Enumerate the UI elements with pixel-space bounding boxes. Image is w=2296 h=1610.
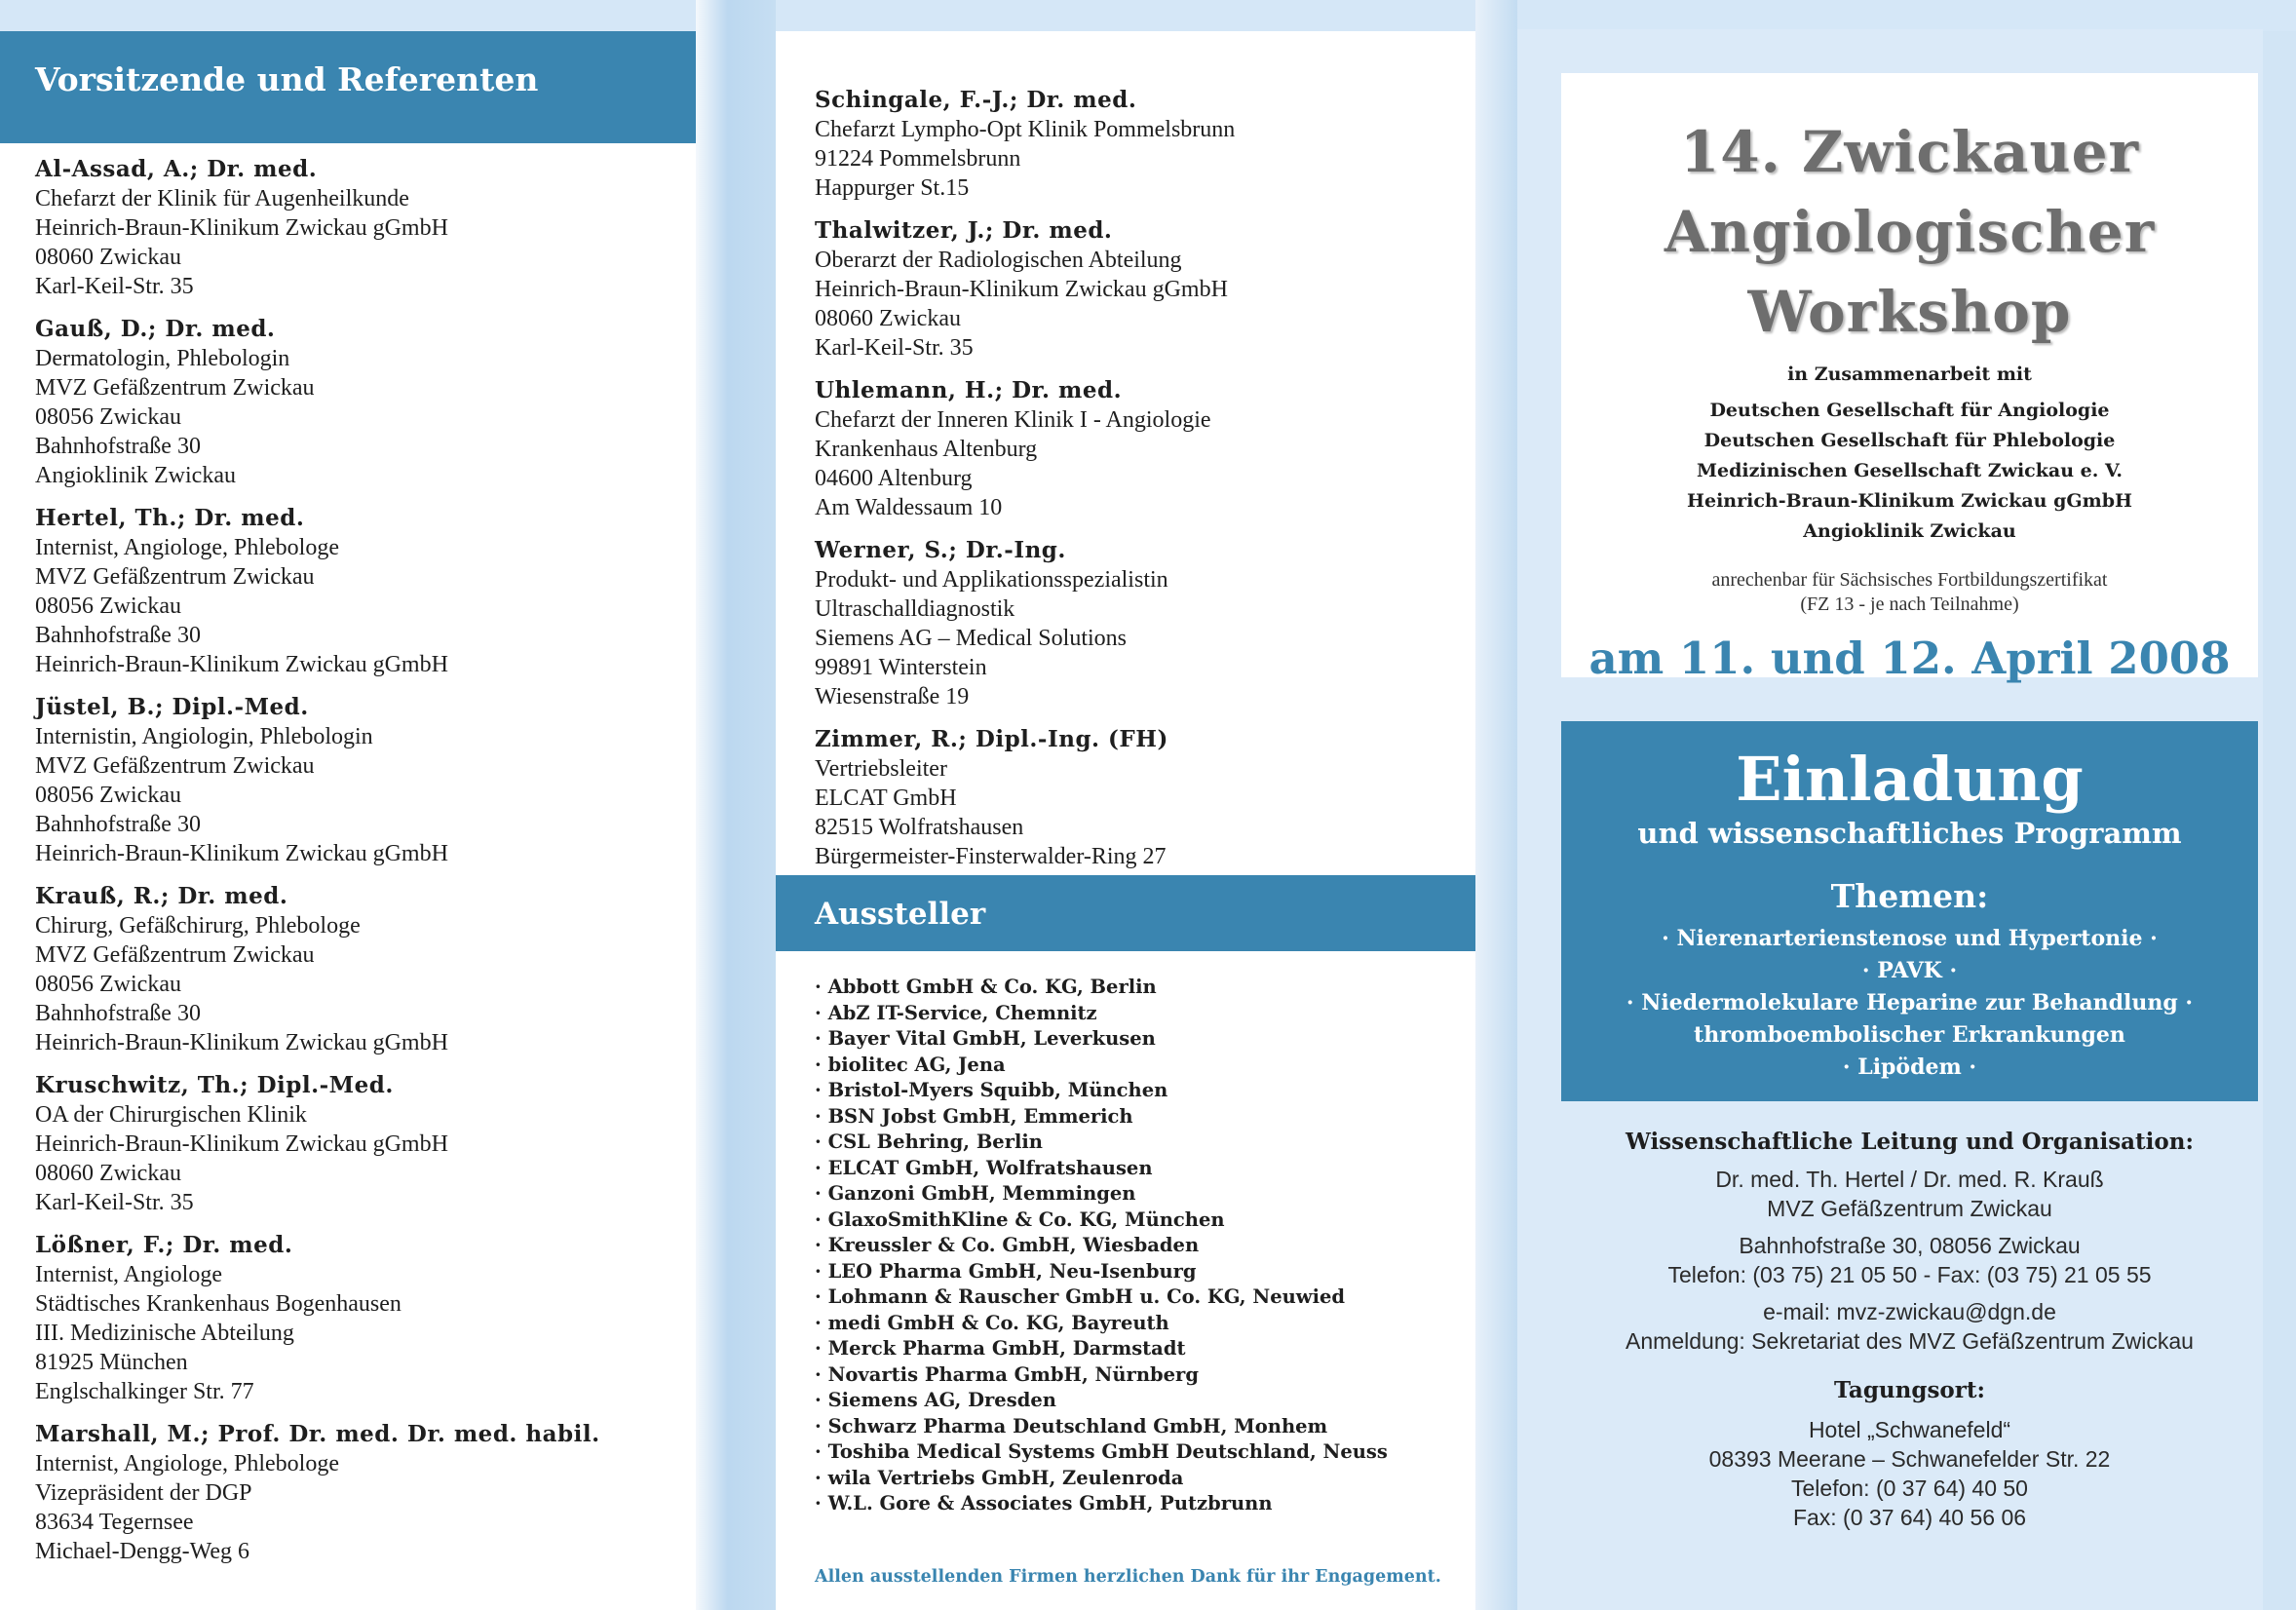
partner-item: Deutschen Gesellschaft für Phlebologie bbox=[1703, 430, 2116, 451]
speaker-detail-line: Chefarzt Lympho-Opt Klinik Pommelsbrunn bbox=[815, 117, 1236, 142]
exhibitor-item: · Toshiba Medical Systems GmbH Deutschland, Neuss bbox=[815, 1440, 1388, 1463]
speaker-detail-line: Heinrich-Braun-Klinikum Zwickau gGmbH bbox=[815, 277, 1228, 302]
title-line: 14. Zwickauer bbox=[1679, 119, 2140, 185]
organisation-line: Anmeldung: Sekretariat des MVZ Gefäßzentrum Zwickau bbox=[1626, 1328, 2194, 1354]
speaker-detail-line: Bahnhofstraße 30 bbox=[35, 434, 201, 459]
exhibitor-item: · ELCAT GmbH, Wolfratshausen bbox=[815, 1156, 1153, 1179]
speaker-detail-line: Englschalkinger Str. 77 bbox=[35, 1379, 254, 1404]
exhibitor-item: · GlaxoSmithKline & Co. KG, München bbox=[815, 1208, 1225, 1231]
speaker-detail-line: 82515 Wolfratshausen bbox=[815, 815, 1024, 840]
exhibitors-list bbox=[815, 975, 1388, 1517]
speaker-entry bbox=[35, 1231, 696, 1406]
exhibitor-item: · LEO Pharma GmbH, Neu-Isenburg bbox=[815, 1259, 1197, 1283]
speaker-detail-line: ELCAT GmbH bbox=[815, 786, 957, 811]
venue-line: 08393 Meerane – Schwanefelder Str. 22 bbox=[1708, 1446, 2111, 1472]
speakers-list-continued bbox=[776, 31, 1475, 871]
speaker-detail-line: Heinrich-Braun-Klinikum Zwickau gGmbH bbox=[35, 841, 448, 866]
partner-item: Angioklinik Zwickau bbox=[1803, 520, 2016, 542]
speaker-entry bbox=[35, 882, 696, 1057]
speakers-heading: Vorsitzende und Referenten bbox=[0, 31, 696, 143]
speaker-detail-line: Vertriebsleiter bbox=[815, 756, 947, 782]
exhibitor-item: · Abbott GmbH & Co. KG, Berlin bbox=[815, 976, 1157, 998]
credit-line: (FZ 13 - je nach Teilnahme) bbox=[1800, 594, 2019, 615]
exhibitor-item: · Merck Pharma GmbH, Darmstadt bbox=[815, 1337, 1186, 1360]
speaker-detail-line: Bürgermeister-Finsterwalder-Ring 27 bbox=[815, 844, 1167, 869]
speaker-detail-line: Internistin, Angiologin, Phlebologin bbox=[35, 724, 373, 749]
speaker-detail-line: Internist, Angiologe bbox=[35, 1262, 222, 1287]
venue-heading: Tagungsort: bbox=[1834, 1377, 1985, 1403]
speaker-detail-line: Produkt- und Applikationsspezialistin bbox=[815, 567, 1168, 593]
title-line: Angiologischer bbox=[1664, 199, 2156, 265]
speaker-name: Marshall, M.; Prof. Dr. med. Dr. med. habil. bbox=[35, 1421, 600, 1447]
cooperation-intro: in Zusammenarbeit mit bbox=[1787, 364, 2032, 385]
theme-item: · Lipödem · bbox=[1842, 1054, 1977, 1080]
exhibitor-item: · Ganzoni GmbH, Memmingen bbox=[815, 1182, 1136, 1205]
exhibitors-heading: Aussteller bbox=[776, 875, 1475, 951]
speaker-name: Uhlemann, H.; Dr. med. bbox=[815, 377, 1123, 403]
cover-panel bbox=[1517, 29, 2263, 1610]
speaker-detail-line: Angioklinik Zwickau bbox=[35, 463, 236, 488]
speaker-entry bbox=[815, 725, 1475, 871]
speaker-detail-line: Vizepräsident der DGP bbox=[35, 1480, 252, 1506]
exhibitor-item: · W.L. Gore & Associates GmbH, Putzbrunn bbox=[815, 1492, 1273, 1514]
organisation-line: Dr. med. Th. Hertel / Dr. med. R. Krauß bbox=[1715, 1167, 2104, 1192]
speaker-detail-line: Bahnhofstraße 30 bbox=[35, 1001, 201, 1026]
speaker-detail-line: Chefarzt der Klinik für Augenheilkunde bbox=[35, 186, 409, 211]
speaker-detail-line: Chirurg, Gefäßchirurg, Phlebologe bbox=[35, 913, 361, 939]
speaker-entry bbox=[35, 315, 696, 490]
exhibitor-item: · Bayer Vital GmbH, Leverkusen bbox=[815, 1027, 1156, 1050]
exhibitor-item: · Bristol-Myers Squibb, München bbox=[815, 1079, 1168, 1101]
speaker-name: Gauß, D.; Dr. med. bbox=[35, 316, 276, 342]
partner-list bbox=[1561, 396, 2258, 547]
speaker-detail-line: Karl-Keil-Str. 35 bbox=[815, 335, 974, 361]
speaker-detail-line: Wiesenstraße 19 bbox=[815, 684, 970, 709]
partner-item: Deutschen Gesellschaft für Angiologie bbox=[1709, 400, 2110, 421]
speaker-detail-line: MVZ Gefäßzentrum Zwickau bbox=[35, 375, 315, 401]
speaker-detail-line: Internist, Angiologe, Phlebologe bbox=[35, 535, 339, 560]
speaker-detail-line: 91224 Pommelsbrunn bbox=[815, 146, 1021, 172]
venue-line: Telefon: (0 37 64) 40 50 bbox=[1791, 1476, 2028, 1501]
exhibitor-item: · medi GmbH & Co. KG, Bayreuth bbox=[815, 1311, 1169, 1334]
exhibitor-item: · Kreussler & Co. GmbH, Wiesbaden bbox=[815, 1234, 1200, 1256]
theme-item: thromboembolischer Erkrankungen bbox=[1694, 1022, 2125, 1048]
partner-item: Medizinischen Gesellschaft Zwickau e. V. bbox=[1696, 460, 2124, 481]
speaker-detail-line: Karl-Keil-Str. 35 bbox=[35, 274, 194, 299]
speaker-detail-line: Dermatologin, Phlebologin bbox=[35, 346, 290, 371]
event-date: am 11. und 12. April 2008 bbox=[1588, 632, 2231, 684]
speaker-detail-line: 08056 Zwickau bbox=[35, 972, 181, 997]
organisation-heading: Wissenschaftliche Leitung und Organisation: bbox=[1626, 1129, 2194, 1155]
speaker-name: Thalwitzer, J.; Dr. med. bbox=[815, 217, 1113, 244]
venue-line: Hotel „Schwanefeld“ bbox=[1808, 1417, 2011, 1442]
organisation-line: MVZ Gefäßzentrum Zwickau bbox=[1767, 1196, 2052, 1221]
speaker-name: Hertel, Th.; Dr. med. bbox=[35, 505, 305, 531]
theme-item: · Niedermolekulare Heparine zur Behandlung · bbox=[1626, 990, 2194, 1016]
speaker-detail-line: 08060 Zwickau bbox=[35, 1161, 181, 1186]
speakers-panel bbox=[0, 31, 696, 1610]
exhibitor-item: · Siemens AG, Dresden bbox=[815, 1389, 1056, 1411]
speaker-entry bbox=[35, 693, 696, 868]
speaker-detail-line: 08056 Zwickau bbox=[35, 404, 181, 430]
speaker-detail-line: Siemens AG – Medical Solutions bbox=[815, 626, 1127, 651]
exhibitors-thanks: Allen ausstellenden Firmen herzlichen Dank für ihr Engagement. bbox=[815, 1567, 1441, 1587]
speaker-entry bbox=[35, 1420, 696, 1566]
speaker-entry bbox=[815, 216, 1475, 363]
invitation-heading: Einladung bbox=[1736, 744, 2084, 815]
speaker-detail-line: MVZ Gefäßzentrum Zwickau bbox=[35, 564, 315, 590]
speaker-name: Werner, S.; Dr.-Ing. bbox=[815, 537, 1066, 563]
exhibitor-item: · Schwarz Pharma Deutschland GmbH, Monhem bbox=[815, 1414, 1328, 1438]
exhibitor-item: · Novartis Pharma GmbH, Nürnberg bbox=[815, 1362, 1199, 1386]
speaker-detail-line: 04600 Altenburg bbox=[815, 466, 973, 491]
workshop-title bbox=[1561, 112, 2258, 352]
invitation-box bbox=[1561, 721, 2258, 1101]
speaker-name: Zimmer, R.; Dipl.-Ing. (FH) bbox=[815, 726, 1168, 752]
speaker-detail-line: Städtisches Krankenhaus Bogenhausen bbox=[35, 1291, 402, 1317]
themes-list bbox=[1561, 923, 2258, 1084]
theme-item: · PAVK · bbox=[1861, 958, 1958, 983]
venue-line: Fax: (0 37 64) 40 56 06 bbox=[1792, 1505, 2027, 1530]
speakers-list bbox=[0, 143, 696, 1566]
speaker-detail-line: Michael-Dengg-Weg 6 bbox=[35, 1539, 249, 1564]
exhibitor-item: · AbZ IT-Service, Chemnitz bbox=[815, 1001, 1097, 1024]
credit-line: anrechenbar für Sächsisches Fortbildungszertifikat bbox=[1711, 569, 2108, 591]
speaker-entry bbox=[815, 376, 1475, 522]
speaker-detail-line: Krankenhaus Altenburg bbox=[815, 437, 1038, 462]
speaker-detail-line: Bahnhofstraße 30 bbox=[35, 623, 201, 648]
exhibitor-item: · Lohmann & Rauscher GmbH u. Co. KG, Neuwied bbox=[815, 1285, 1346, 1308]
top-margin bbox=[0, 0, 2296, 31]
themes-heading: Themen: bbox=[1830, 877, 1989, 915]
cooperation-block bbox=[1561, 360, 2258, 547]
fold-gutter-left bbox=[696, 0, 776, 1610]
speaker-name: Kruschwitz, Th.; Dipl.-Med. bbox=[35, 1072, 394, 1098]
speaker-detail-line: Ultraschalldiagnostik bbox=[815, 596, 1015, 622]
speaker-detail-line: Heinrich-Braun-Klinikum Zwickau gGmbH bbox=[35, 1131, 448, 1157]
speaker-detail-line: Karl-Keil-Str. 35 bbox=[35, 1190, 194, 1215]
speaker-detail-line: Happurger St.15 bbox=[815, 175, 970, 201]
speaker-detail-line: 08060 Zwickau bbox=[815, 306, 961, 331]
exhibitor-item: · biolitec AG, Jena bbox=[815, 1053, 1006, 1076]
speaker-detail-line: Heinrich-Braun-Klinikum Zwickau gGmbH bbox=[35, 215, 448, 241]
exhibitor-item: · CSL Behring, Berlin bbox=[815, 1131, 1043, 1153]
partner-item: Heinrich-Braun-Klinikum Zwickau gGmbH bbox=[1687, 490, 2132, 512]
speaker-detail-line: Am Waldessaum 10 bbox=[815, 495, 1003, 520]
credit-note bbox=[1561, 568, 2258, 617]
speaker-name: Al-Assad, A.; Dr. med. bbox=[35, 156, 318, 182]
speakers-exhibitors-panel bbox=[776, 31, 1475, 1610]
speaker-name: Krauß, R.; Dr. med. bbox=[35, 883, 288, 909]
speaker-entry bbox=[35, 504, 696, 679]
speaker-detail-line: Heinrich-Braun-Klinikum Zwickau gGmbH bbox=[35, 1030, 448, 1055]
title-box bbox=[1561, 73, 2258, 684]
speaker-entry bbox=[35, 1071, 696, 1217]
speaker-detail-line: OA der Chirurgischen Klinik bbox=[35, 1102, 307, 1128]
speaker-detail-line: Oberarzt der Radiologischen Abteilung bbox=[815, 248, 1182, 273]
organisation-line: Telefon: (03 75) 21 05 50 - Fax: (03 75) 21 05 55 bbox=[1667, 1262, 2152, 1287]
speaker-detail-line: 08060 Zwickau bbox=[35, 245, 181, 270]
speaker-detail-line: 08056 Zwickau bbox=[35, 594, 181, 619]
speaker-detail-line: 08056 Zwickau bbox=[35, 783, 181, 808]
speaker-detail-line: Heinrich-Braun-Klinikum Zwickau gGmbH bbox=[35, 652, 448, 677]
speaker-detail-line: MVZ Gefäßzentrum Zwickau bbox=[35, 942, 315, 968]
speaker-entry bbox=[35, 155, 696, 301]
theme-item: · Nierenarterienstenose und Hypertonie · bbox=[1662, 926, 2158, 951]
exhibitor-item: · wila Vertriebs GmbH, Zeulenroda bbox=[815, 1466, 1184, 1489]
speaker-name: Lößner, F.; Dr. med. bbox=[35, 1232, 293, 1258]
title-line: Workshop bbox=[1747, 279, 2072, 345]
speaker-detail-line: 81925 München bbox=[35, 1350, 188, 1375]
organisation-block bbox=[1561, 1129, 2258, 1532]
exhibitor-item: · BSN Jobst GmbH, Emmerich bbox=[815, 1104, 1133, 1128]
fold-gutter-right bbox=[1475, 0, 1517, 1610]
speaker-detail-line: Chefarzt der Inneren Klinik I - Angiologie bbox=[815, 407, 1211, 433]
speaker-name: Jüstel, B.; Dipl.-Med. bbox=[35, 694, 309, 720]
speaker-detail-line: 99891 Winterstein bbox=[815, 655, 987, 680]
speaker-detail-line: Bahnhofstraße 30 bbox=[35, 812, 201, 837]
speaker-name: Schingale, F.-J.; Dr. med. bbox=[815, 87, 1137, 113]
speaker-detail-line: III. Medizinische Abteilung bbox=[35, 1321, 294, 1346]
speaker-entry bbox=[815, 536, 1475, 711]
speaker-detail-line: Internist, Angiologe, Phlebologe bbox=[35, 1451, 339, 1476]
speaker-detail-line: 83634 Tegernsee bbox=[35, 1510, 194, 1535]
organisation-line: Bahnhofstraße 30, 08056 Zwickau bbox=[1739, 1233, 2081, 1258]
speaker-entry bbox=[815, 86, 1475, 203]
organisation-email[interactable]: e-mail: mvz-zwickau@dgn.de bbox=[1763, 1299, 2056, 1324]
speaker-detail-line: MVZ Gefäßzentrum Zwickau bbox=[35, 753, 315, 779]
invitation-subheading: und wissenschaftliches Programm bbox=[1637, 817, 2182, 850]
